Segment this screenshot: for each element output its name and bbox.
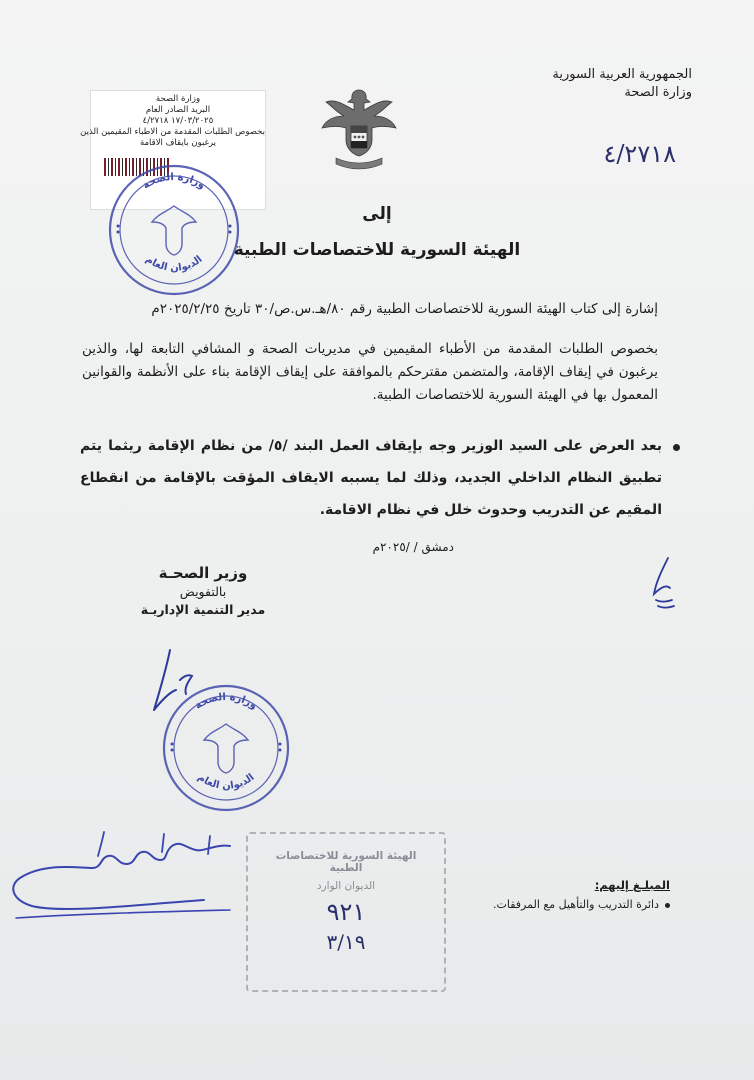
slip-line: ١٧/٠٣/٢٠٢٥ ٤/٢٧١٨ xyxy=(142,116,214,126)
general-office-stamp-2-icon xyxy=(158,680,294,816)
decision-bullet xyxy=(80,430,680,526)
cc-item-text: دائرة التدريب والتأهيل مع المرفقات. xyxy=(493,898,659,911)
incoming-stamp-dept: الديوان الوارد xyxy=(316,880,376,892)
svg-text:وزارة الصحة xyxy=(193,692,259,712)
general-office-stamp-icon xyxy=(104,160,244,300)
slip-line: يرغبون بايقاف الاقامة xyxy=(139,138,217,148)
incoming-stamp-number: ٩٢١ xyxy=(326,898,366,926)
delegation-label: بالتفويض xyxy=(179,584,227,599)
slip-line: البريد الصادر العام xyxy=(145,105,211,115)
slip-line: وزارة الصحة xyxy=(155,94,201,104)
country-name: الجمهورية العربية السورية xyxy=(552,67,692,82)
reference-number: ٤/٢٧١٨ xyxy=(603,140,676,168)
bullet-icon xyxy=(665,903,670,908)
body-paragraph-1: إشارة إلى كتاب الهيئة السورية للاختصاصات الطبية رقم ٨٠/هـ.س.ص/٣٠ تاريخ ٢٠٢٥/٢/٢٥م xyxy=(151,301,658,317)
cc-item xyxy=(493,898,670,911)
date-line: دمشق / /٢٠٢٥م xyxy=(372,540,454,554)
signer-title: مدير التنمية الإداريـة xyxy=(140,602,266,617)
cc-title: المبلـغ إليهم: xyxy=(594,878,670,892)
bullet-icon xyxy=(673,444,680,451)
incoming-stamp-org: الهيئة السورية للاختصاصات الطبية xyxy=(275,850,417,874)
cursive-signature-icon xyxy=(4,826,234,924)
stamp-top-text: وزارة الصحة xyxy=(141,171,207,192)
margin-initials-icon xyxy=(646,554,680,612)
slip-line: بخصوص الطلبات المقدمة من الاطباء المقيمين الذين xyxy=(80,127,265,137)
decision-text: بعد العرض على السيد الوزير وجه بإيقاف العمل البند /٥/ من نظام الإقامة ريثما يتم تطبيق النظام الداخلي الجديد، وذلك لما يسببه الايقاف المؤقت بالإقامة من انقطاع المقيم عن التدريب وحدوث خلل في نظام الاقامة. xyxy=(80,438,662,518)
stamp-bottom-text: الديوان العام xyxy=(195,771,257,792)
letterhead xyxy=(492,66,692,102)
stamp-top-text: وزارة الصحة xyxy=(193,691,259,712)
stamp-bottom-text: الديوان العام xyxy=(143,253,205,274)
incoming-mail-stamp xyxy=(246,832,446,992)
body-paragraph-2: بخصوص الطلبات المقدمة من الأطباء المقيمين في مديريات الصحة و المشافي التابعة لها، والذين يرغبون في إيقاف الإقامة، والمتضمن مقترحكم بالموافقة على إيقاف الإقامة بناء على الأنظمة والقوانين المعمول بها في الهيئة السورية للاختصاصات الطبية. xyxy=(82,341,658,403)
eagle-emblem-icon xyxy=(318,84,400,170)
to-label: إلى xyxy=(362,204,392,224)
incoming-stamp-date: ٣/١٩ xyxy=(326,930,366,954)
minister-title: وزير الصحـة xyxy=(158,564,248,582)
svg-text:الديوان العام xyxy=(195,772,256,792)
signature-block xyxy=(118,564,288,617)
svg-text:وزارة الصحة xyxy=(141,172,207,192)
ministry-name: وزارة الصحة xyxy=(624,85,692,100)
recipient-name: الهيئة السورية للاختصاصات الطبية xyxy=(233,240,521,260)
